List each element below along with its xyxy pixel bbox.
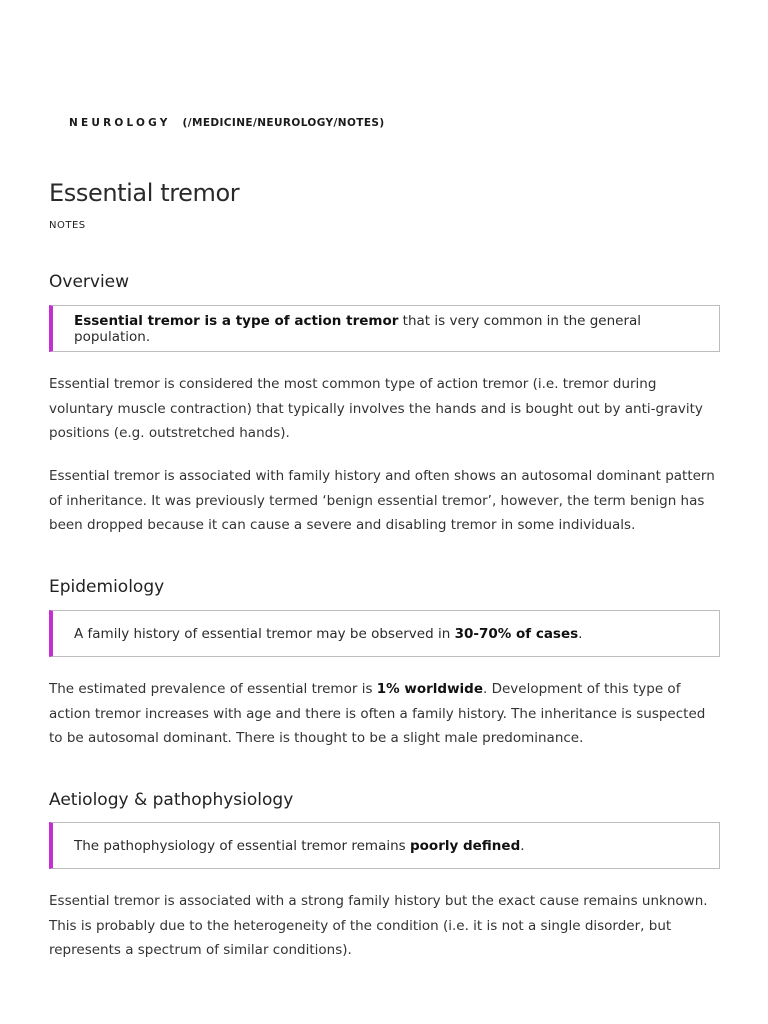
- aetiology-keypoint-box: [49, 822, 720, 869]
- epidemiology-para-after: . Development of this type of action tremor increases with age and there is often a family history. The inheritance is suspected to be autosomal dominant. There is thought to be a slight male predominance.: [49, 681, 706, 746]
- epidemiology-keypoint-text: [74, 626, 582, 642]
- epidemiology-keypoint-bold: 30-70% of cases: [454, 625, 579, 642]
- epidemiology-section: [49, 577, 720, 597]
- overview-keypoint-text: [74, 313, 719, 345]
- aetiology-heading: Aetiology & pathophysiology: [49, 790, 294, 810]
- epidemiology-paragraph-1: [49, 677, 720, 751]
- aetiology-keypoint-before: The pathophysiology of essential tremor remains: [74, 837, 410, 854]
- aetiology-paragraph-1: Essential tremor is associated with a strong family history but the exact cause remains unknown. This is probably due to the heterogeneity of the condition (i.e. it is not a single disorder, but represents a spectrum of similar conditions).: [49, 893, 708, 958]
- epidemiology-keypoint-before: A family history of essential tremor may be observed in: [74, 625, 455, 642]
- page-title: Essential tremor: [49, 179, 240, 207]
- aetiology-section: [49, 790, 720, 810]
- overview-paragraph-2: Essential tremor is associated with family history and often shows an autosomal dominant pattern of inheritance. It was previously termed ‘benign essential tremor’, however, the term benign has been dropped because it can cause a severe and disabling tremor in some individuals.: [49, 468, 715, 533]
- epidemiology-para-before: The estimated prevalence of essential tremor is: [49, 681, 377, 697]
- notes-tag: NOTES: [49, 220, 86, 231]
- breadcrumb: [69, 117, 385, 129]
- overview-paragraph-1: Essential tremor is considered the most common type of action tremor (i.e. tremor during voluntary muscle contraction) that typically involves the hands and is bought out by anti-gravity positions (e.g. outstretched hands).: [49, 376, 703, 441]
- aetiology-keypoint-text: [74, 838, 525, 854]
- overview-heading: Overview: [49, 272, 130, 292]
- aetiology-keypoint-bold: poorly defined: [409, 837, 521, 854]
- overview-keypoint-box: [49, 305, 720, 352]
- epidemiology-heading: Epidemiology: [49, 577, 165, 597]
- epidemiology-keypoint-box: [49, 610, 720, 657]
- overview-keypoint-after: that is very common in the general population.: [74, 312, 642, 345]
- epidemiology-para-bold: 1% worldwide: [376, 681, 483, 697]
- breadcrumb-path: (/MEDICINE/NEUROLOGY/NOTES): [182, 117, 385, 129]
- epidemiology-keypoint-after: .: [578, 625, 583, 642]
- overview-section: [49, 272, 720, 292]
- breadcrumb-neurology-link[interactable]: NEUROLOGY: [69, 117, 171, 129]
- overview-keypoint-bold: Essential tremor is a type of action tremor: [74, 312, 399, 329]
- aetiology-keypoint-after: .: [520, 837, 525, 854]
